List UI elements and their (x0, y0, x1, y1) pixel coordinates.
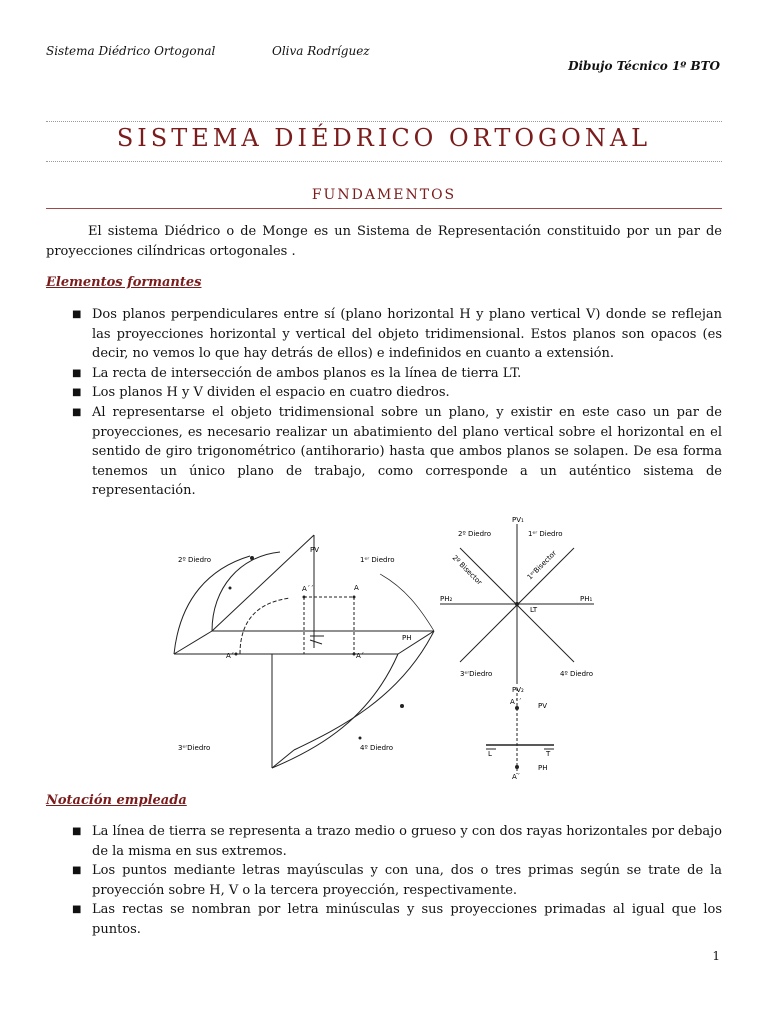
page-number: 1 (712, 949, 720, 963)
fig-left-ph-label: PH (402, 634, 412, 642)
fig-right-ph1: PH₁ (580, 595, 593, 603)
bullet-icon: ■ (72, 367, 82, 379)
fig-left-diedro2: 2º Diedro (178, 556, 212, 564)
fig-right-t: T (546, 750, 551, 758)
notacion-list (46, 822, 722, 940)
fig-right-ph-label: PH (538, 764, 548, 772)
fig-right-bisector1: 1ᵉʳBisector (525, 549, 559, 582)
fig-left-point-a2: A´´ (302, 585, 314, 593)
fig-right-pv1: PV₁ (512, 516, 524, 524)
list-item: ■ Los puntos mediante letras mayúsculas y con una, dos o tres primas según se trate de la proyección sobre H, V o la tercera proyección, respectivamente. (72, 863, 722, 898)
fig-left-diedro4: 4º Diedro (360, 744, 394, 752)
bullet-icon: ■ (72, 387, 82, 399)
header-doc-title: Sistema Diédrico Ortogonal (46, 44, 216, 58)
list-item: ■ La línea de tierra se representa a trazo medio o grueso y con dos rayas horizontales por debajo de la misma en sus extremos. (72, 824, 722, 859)
fig-right-point-a2: A´´ (510, 698, 522, 706)
fig-right-ph2: PH₂ (440, 595, 453, 603)
fig-right-diedro3: 3ᵉʳDiedro (460, 670, 493, 678)
list-item: ■ Los planos H y V dividen el espacio en cuatro diedros. (46, 383, 722, 403)
fig-left-diedro3: 3ᵉʳDiedro (178, 744, 211, 752)
section-subtitle: FUNDAMENTOS (311, 187, 457, 203)
diedros-3d-figure (170, 518, 440, 774)
intro-paragraph (46, 222, 722, 262)
fig-right-point-a1: A´ (512, 773, 521, 781)
fig-left-point-a: A (354, 584, 359, 592)
fig-right-pv2: PV₂ (512, 686, 524, 694)
fig-left-point-a1: A´ (226, 652, 235, 660)
bullet-icon: ■ (72, 904, 82, 916)
fig-right-lt: LT (530, 606, 538, 614)
list-item: ■ Dos planos perpendiculares entre sí (plano horizontal H y plano vertical V) donde se reflejan las proyecciones horizontal y vertical del objeto tridimensional. Estos planos son opacos (es decir, no vemos lo que hay detrás de ellos) e indefinidos en cuanto a extensión. (72, 307, 722, 362)
bullet-icon: ■ (72, 309, 82, 320)
bullet-icon: ■ (72, 865, 82, 877)
fig-right-pv-label: PV (538, 702, 548, 710)
bullet-icon: ■ (72, 826, 82, 837)
fig-left-pv-label: PV (310, 546, 320, 554)
header-course: Dibujo Técnico 1º BTO (568, 59, 720, 73)
section-heading-elementos: Elementos formantes (46, 275, 202, 290)
subtitle-rule (46, 208, 722, 209)
diedros-profile-figure (432, 512, 608, 782)
list-item: ■ Las rectas se nombran por letra minúsculas y sus proyecciones primadas al igual que los puntos. (72, 902, 722, 937)
elementos-list (46, 305, 722, 501)
intro-text: El sistema Diédrico o de Monge es un Sistema de Representación constituido por un par de proyecciones cilíndricas ortogonales . (46, 224, 722, 259)
fig-left-point-a1b: A´ (356, 652, 365, 660)
fig-right-diedro2: 2º Diedro (458, 530, 492, 538)
list-item: ■ La recta de intersección de ambos planos es la línea de tierra LT. (46, 364, 722, 384)
title-rule-bottom (46, 161, 722, 162)
section-heading-notacion: Notación empleada (46, 793, 187, 808)
page-title: SISTEMA DIÉDRICO ORTOGONAL (116, 124, 652, 152)
fig-left-diedro1: 1ᵉʳ Diedro (360, 556, 395, 564)
bullet-icon: ■ (72, 406, 82, 418)
header-author: Oliva Rodríguez (272, 44, 370, 58)
fig-right-bisector2: 2º Bisector (450, 553, 484, 587)
fig-right-l: L (488, 750, 492, 758)
fig-right-diedro1: 1ᵉʳ Diedro (528, 530, 563, 538)
title-rule-top (46, 121, 722, 122)
fig-right-diedro4: 4º Diedro (560, 670, 594, 678)
list-item: ■ Al representarse el objeto tridimensional sobre un plano, y existir en este caso un par de proyecciones, es necesario realizar un abatimiento del plano vertical sobre el horizontal en el sentido de giro trigonométrico (antihorario) hasta que ambos planos se solapen. De esa forma tenemos un único plano de trabajo, como corresponde a un auténtico sistema de representación. (72, 404, 722, 499)
